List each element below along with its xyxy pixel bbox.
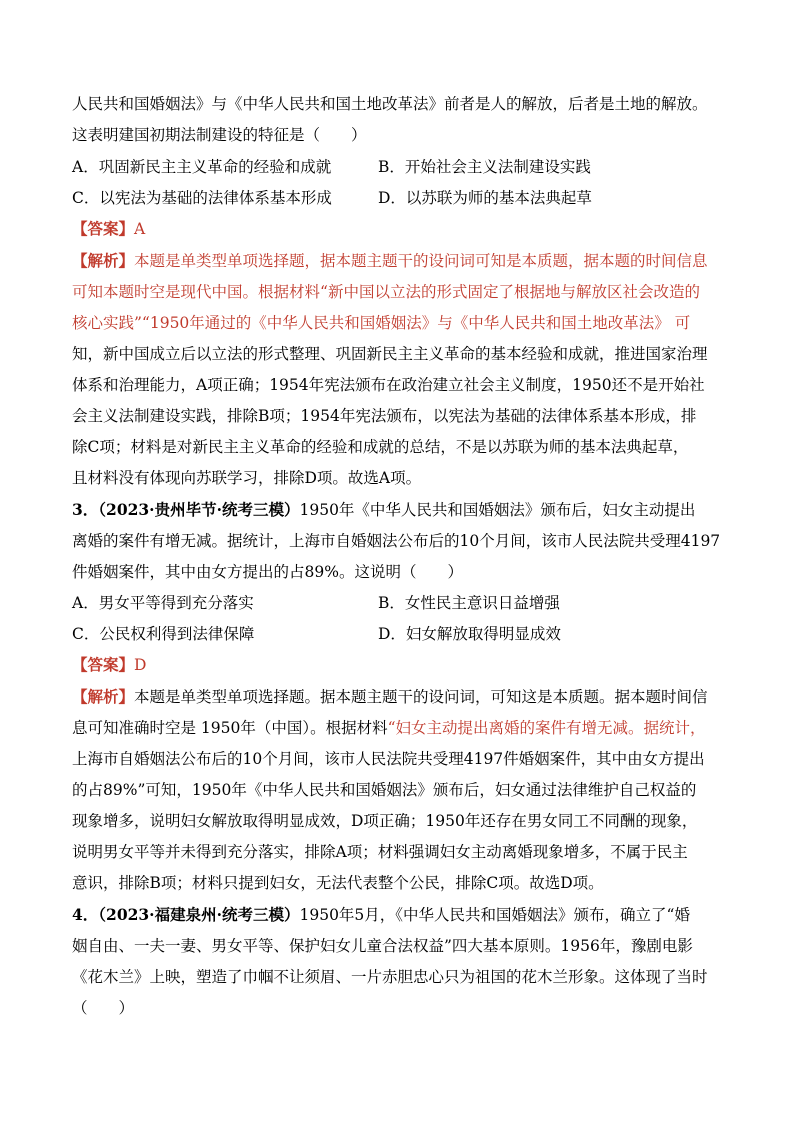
- q3-option-c: C．公民权利得到法律保障: [72, 625, 255, 643]
- question-source: （2023·贵州毕节·统考三模）: [98, 500, 300, 519]
- answer-label: 【答案】: [72, 219, 135, 238]
- q2-option-d: D．以苏联为师的基本法典起草: [378, 189, 592, 207]
- question-text: 1950年5月，《中华人民共和国婚姻法》颁布，确立了“婚: [299, 906, 690, 924]
- analysis-text: 可知，1950年《中华人民共和国婚姻法》颁布后，妇女通过法律维护自己权益的: [145, 781, 697, 799]
- q3-stem-line-3: 件婚姻案件，其中由女方提出的占89%。这说明（ ）: [72, 563, 463, 581]
- q3-analysis-line-1: [72, 687, 724, 707]
- q3-answer: [72, 655, 724, 675]
- analysis-quote: “新中国以立法的形式固定了根据地与解放区社会改造的: [320, 283, 700, 301]
- analysis-label: 【解析】: [72, 687, 135, 706]
- q3-stem-line-1: [72, 500, 724, 520]
- analysis-quote: 的占89%”: [72, 781, 146, 799]
- q4-stem-line-4: （ ）: [72, 999, 135, 1017]
- q2-option-a: A．巩固新民主主义革命的经验和成就: [72, 158, 332, 176]
- question-number: 3．: [72, 500, 99, 519]
- q3-stem-line-2: 离婚的案件有增无减。据统计，上海市自婚姻法公布后的10个月间，该市人民法院共受理4197: [72, 532, 721, 550]
- q2-analysis-line-7: 除C项；材料是对新民主主义革命的经验和成就的总结，不是以苏联为师的基本法典起草，: [72, 438, 689, 456]
- q3-option-d: D．妇女解放取得明显成效: [378, 625, 561, 643]
- q2-analysis-line-5: 体系和治理能力，A项正确；1954年宪法颁布在政治建立社会主义制度，1950还不是开始社: [72, 376, 705, 394]
- q2-answer: [72, 219, 724, 239]
- q3-option-b: B．女性民主意识日益增强: [378, 594, 560, 612]
- q3-analysis-line-6: 说明男女平等并未得到充分落实，排除A项；材料强调妇女主动离婚现象增多，不属于民主: [72, 843, 688, 861]
- analysis-text: 可: [674, 314, 691, 332]
- q3-analysis-line-2: [72, 718, 724, 738]
- q2-analysis-line-2: [72, 282, 724, 302]
- analysis-text: 可知本题时空是现代中国。根据材料: [72, 283, 321, 301]
- q2-analysis-line-3: [72, 313, 724, 333]
- analysis-quote: 核心实践”“1950年通过的《中华人民共和国婚姻法》与《中华人民共和国土地改革法》: [72, 314, 670, 332]
- analysis-quote: “妇女主动提出离婚的案件有增无减。据统计，: [387, 719, 706, 737]
- answer-value: D: [134, 656, 147, 674]
- analysis-text: 息可知准确时空是 1950年（中国）。根据材料: [72, 719, 388, 737]
- question-number: 4．: [72, 905, 99, 924]
- q4-stem-line-2: 姻自由、一夫一妻、男女平等、保护妇女儿童合法权益”四大基本原则。1956年，豫剧电影: [72, 937, 693, 955]
- q2-option-b: B．开始社会主义法制建设实践: [378, 158, 591, 176]
- q2-option-c: C．以宪法为基础的法律体系基本形成: [72, 189, 332, 207]
- q2-stem-line-1: 人民共和国婚姻法》与《中华人民共和国土地改革法》前者是人的解放，后者是土地的解放。: [72, 95, 708, 113]
- analysis-label: 【解析】: [72, 251, 135, 270]
- analysis-text: 本题是单类型单项选择题。据本题主题干的设问词，可知这是本质题。据本题时间信: [134, 688, 708, 706]
- q3-option-a: A．男女平等得到充分落实: [72, 594, 254, 612]
- question-text: 1950年《中华人民共和国婚姻法》颁布后，妇女主动提出: [299, 501, 696, 519]
- q3-analysis-line-7: 意识，排除B项；材料只提到妇女，无法代表整个公民，排除C项。故选D项。: [72, 874, 604, 892]
- answer-value: A: [134, 220, 146, 238]
- q2-analysis-line-4: 知，新中国成立后以立法的形式整理、巩固新民主主义革命的基本经验和成就，推进国家治理: [72, 345, 708, 363]
- q2-analysis-line-6: 会主义法制建设实践，排除B项；1954年宪法颁布，以宪法为基础的法律体系基本形成，排: [72, 407, 697, 425]
- q3-analysis-line-3: 上海市自婚姻法公布后的10个月间，该市人民法院共受理4197件婚姻案件，其中由女方提出: [72, 750, 705, 768]
- answer-label: 【答案】: [72, 655, 135, 674]
- analysis-text: 本题是单类型单项选择题，据本题主题干的设问词可知是本质题，据本题的时间信息: [134, 252, 708, 270]
- q4-stem-line-3: 《花木兰》上映，塑造了巾帼不让须眉、一片赤胆忠心只为祖国的花木兰形象。这体现了当时: [72, 968, 708, 986]
- q3-analysis-line-4: [72, 780, 724, 800]
- q3-analysis-line-5: 现象增多，说明妇女解放取得明显成效，D项正确；1950年还存在男女同工不同酬的现象，: [72, 812, 698, 830]
- question-source: （2023·福建泉州·统考三模）: [98, 905, 300, 924]
- q2-analysis-line-8: 且材料没有体现向苏联学习，排除D项。故选A项。: [72, 469, 422, 487]
- q2-stem-line-2: 这表明建国初期法制建设的特征是（ ）: [72, 126, 367, 144]
- q4-stem-line-1: [72, 905, 724, 925]
- q2-analysis-line-1: [72, 251, 724, 271]
